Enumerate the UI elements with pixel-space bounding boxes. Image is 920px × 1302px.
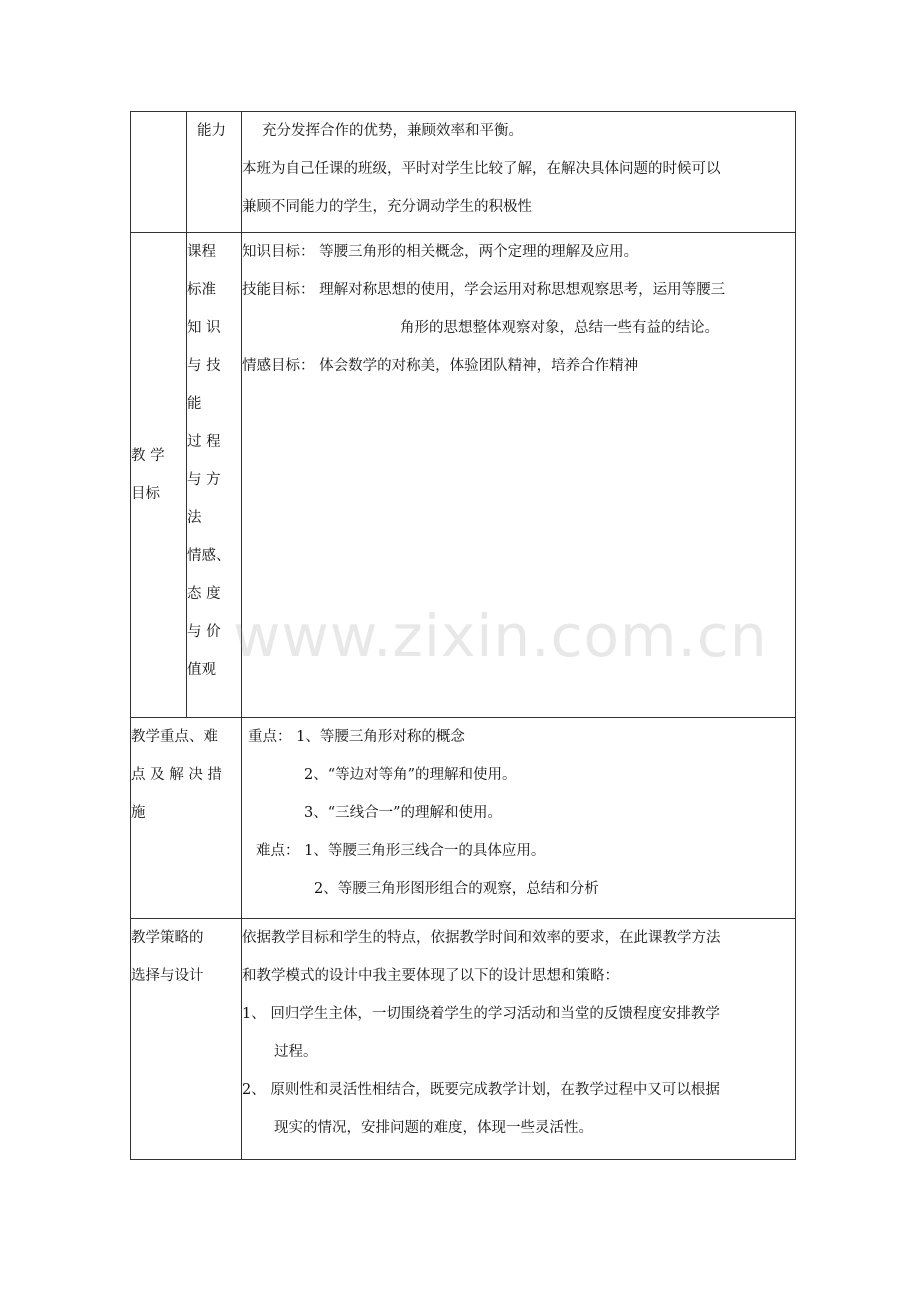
key-point-2: 2、“等边对等角”的理解和使用。 <box>304 767 517 783</box>
strategy-line-6: 现实的情况，安排问题的难度，体现一些灵活性。 <box>274 1120 593 1136</box>
strategy-content-cell <box>242 919 796 1160</box>
keypoints-row <box>131 718 796 919</box>
standard-line: 与 方 <box>187 472 221 488</box>
standard-line: 情感、 <box>187 548 231 564</box>
standard-line: 标准 <box>187 282 216 298</box>
strategy-row <box>131 919 796 1160</box>
standard-line: 课程 <box>187 244 216 260</box>
standard-line: 与 价 <box>187 624 221 640</box>
standard-line: 能 <box>187 396 202 412</box>
goals-label-line-2: 目标 <box>131 486 160 502</box>
strategy-label-cell <box>131 919 242 1160</box>
difficulty-2: 2、等腰三角形图形组合的观察，总结和分析 <box>314 881 599 897</box>
key-point-3: 3、“三线合一”的理解和使用。 <box>304 805 503 821</box>
keypoints-label-line-3: 施 <box>131 805 146 821</box>
standard-line: 与 技 <box>187 358 221 374</box>
strategy-line-4: 过程。 <box>274 1044 318 1060</box>
strategy-line-5: 2、 原则性和灵活性相结合，既要完成教学计划，在教学过程中又可以根据 <box>242 1082 720 1098</box>
standard-line: 过 程 <box>187 434 221 450</box>
ability-line-1: 充分发挥合作的优势，兼顾效率和平衡。 <box>262 123 523 139</box>
ability-line-2: 本班为自己任课的班级，平时对学生比较了解，在解决具体问题的时候可以 <box>242 161 721 177</box>
standard-line: 态 度 <box>187 586 221 602</box>
ability-content-cell <box>242 112 796 233</box>
knowledge-goal: 知识目标： 等腰三角形的相关概念，两个定理的理解及应用。 <box>242 244 639 260</box>
goals-label-cell <box>131 233 187 718</box>
difficulty-1: 难点： 1、等腰三角形三线合一的具体应用。 <box>256 843 546 859</box>
keypoints-label-line-2: 点 及 解 决 措 <box>131 767 222 783</box>
keypoints-content-cell <box>242 718 796 919</box>
emotion-goal: 情感目标： 体会数学的对称美，体验团队精神，培养合作精神 <box>242 358 639 374</box>
ability-line-3: 兼顾不同能力的学生，充分调动学生的积极性 <box>242 199 532 215</box>
key-point-1: 重点： 1、等腰三角形对称的概念 <box>248 729 465 745</box>
standard-line: 法 <box>187 510 202 526</box>
ability-label-cell <box>187 112 242 233</box>
strategy-label-line-2: 选择与设计 <box>131 968 204 984</box>
ability-label: 能力 <box>197 123 226 139</box>
strategy-line-2: 和教学模式的设计中我主要体现了以下的设计思想和策略： <box>242 968 619 984</box>
strategy-label-line-1: 教学策略的 <box>131 930 204 946</box>
skill-goal-line-2: 角形的思想整体观察对象，总结一些有益的结论。 <box>400 320 719 336</box>
strategy-line-1: 依据教学目标和学生的特点，依据教学时间和效率的要求，在此课教学方法 <box>242 930 721 946</box>
standard-line: 值观 <box>187 662 216 678</box>
keypoints-label-cell <box>131 718 242 919</box>
ability-empty-cell <box>131 112 187 233</box>
ability-row <box>131 112 796 233</box>
strategy-line-3: 1、 回归学生主体，一切围绕着学生的学习活动和当堂的反馈程度安排教学 <box>242 1006 720 1022</box>
skill-goal-line-1: 技能目标： 理解对称思想的使用，学会运用对称思想观察思考，运用等腰三 <box>242 282 726 298</box>
keypoints-label-line-1: 教学重点、难 <box>131 729 218 745</box>
goals-label-line-1: 教 学 <box>131 448 165 464</box>
standard-line: 知 识 <box>187 320 221 336</box>
watermark: www.zixin.com.cn <box>233 602 768 670</box>
